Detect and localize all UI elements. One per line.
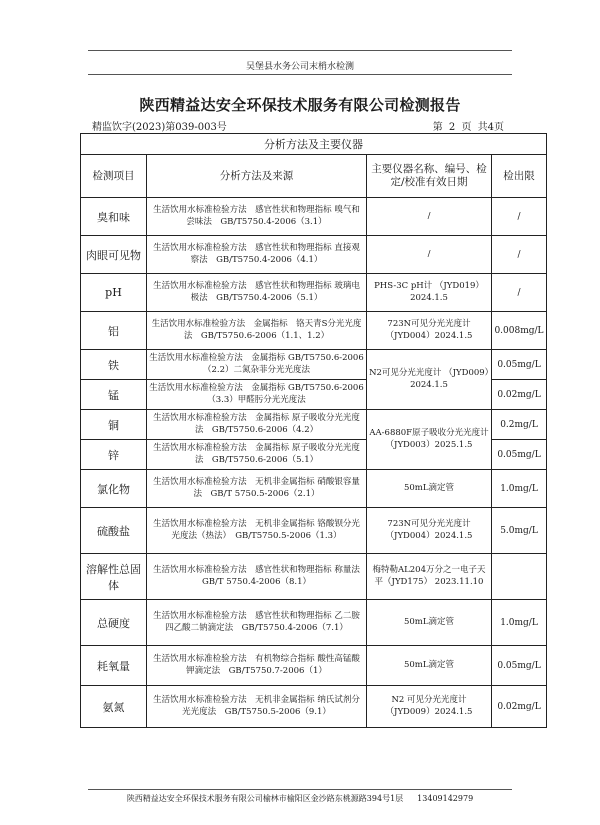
method-cell: 生活饮用水标准检验方法 有机物综合指标 酸性高锰酸钾滴定法 GB/T5750.7-2006（1） bbox=[147, 646, 367, 686]
instrument-cell: 50mL滴定管 bbox=[367, 646, 492, 686]
method-cell: 生活饮用水标准检验方法 感官性状和物理指标 称量法 GB/T 5750.4-2006（8.1） bbox=[147, 554, 367, 600]
method-cell: 生活饮用水标准检验方法 金属指标 GB/T5750.6-2006（2.2）二氮杂菲分光光度法 bbox=[147, 350, 367, 380]
method-cell: 生活饮用水标准检验方法 金属指标 原子吸收分光光度法 GB/T5750.6-2006（5.1） bbox=[147, 440, 367, 470]
method-cell: 生活饮用水标准检验方法 感官性状和物理指标 玻璃电极法 GB/T5750.4-2006（5.1） bbox=[147, 274, 367, 312]
instrument-cell: / bbox=[367, 198, 492, 236]
item-cell: 臭和味 bbox=[81, 198, 147, 236]
footer-address: 榆林市榆阳区金沙路东桃源路394号1层 bbox=[262, 794, 404, 803]
item-cell: pH bbox=[81, 274, 147, 312]
limit-cell: 1.0mg/L bbox=[492, 600, 547, 646]
table-row bbox=[81, 554, 547, 600]
limit-cell: 0.05mg/L bbox=[492, 646, 547, 686]
table-row bbox=[81, 350, 547, 380]
footer bbox=[0, 793, 600, 804]
running-head: 吴堡县水务公司末梢水检测 bbox=[245, 62, 354, 72]
limit-cell: 0.02mg/L bbox=[492, 380, 547, 410]
item-cell: 铝 bbox=[81, 312, 147, 350]
table-row bbox=[81, 686, 547, 728]
method-cell: 生活饮用水标准检验方法 金属指标 铬天青S分光光度法 GB/T5750.6-2006（1.1、1.2） bbox=[147, 312, 367, 350]
footer-rule bbox=[88, 789, 512, 790]
column-header-method: 分析方法及来源 bbox=[147, 155, 367, 198]
limit-cell: 0.05mg/L bbox=[492, 440, 547, 470]
column-header-instrument: 主要仪器名称、编号、检定/校准有效日期 bbox=[367, 155, 492, 198]
report-title: 陕西精益达安全环保技术服务有限公司检测报告 bbox=[139, 96, 461, 114]
instrument-cell: 723N可见分光光度计 （JYD004）2024.1.5 bbox=[367, 312, 492, 350]
instrument-cell: AA-6880F原子吸收分光光度计（JYD003）2025.1.5 bbox=[367, 410, 492, 470]
method-cell: 生活饮用水标准检验方法 金属指标 GB/T5750.6-2006（3.3）甲醛肟分光光度法 bbox=[147, 380, 367, 410]
table-row bbox=[81, 274, 547, 312]
instrument-cell: / bbox=[367, 236, 492, 274]
methods-table bbox=[80, 133, 547, 728]
instrument-cell: PHS-3C pH计 （JYD019）2024.1.5 bbox=[367, 274, 492, 312]
instrument-cell: N2 可见分光光度计 （JYD009）2024.1.5 bbox=[367, 686, 492, 728]
limit-cell bbox=[492, 554, 547, 600]
column-header-limit: 检出限 bbox=[492, 155, 547, 198]
method-cell: 生活饮用水标准检验方法 无机非金属指标 铬酸钡分光光度法（热法） GB/T5750.5-2006（1.3） bbox=[147, 508, 367, 554]
item-cell: 硫酸盐 bbox=[81, 508, 147, 554]
footer-company: 陕西精益达安全环保技术服务有限公司 bbox=[126, 794, 263, 803]
table-row bbox=[81, 410, 547, 440]
table-row bbox=[81, 312, 547, 350]
instrument-cell: 50mL滴定管 bbox=[367, 470, 492, 508]
header-bottom-rule bbox=[88, 74, 512, 75]
limit-cell: / bbox=[492, 198, 547, 236]
item-cell: 溶解性总固体 bbox=[81, 554, 147, 600]
table-caption: 分析方法及主要仪器 bbox=[81, 134, 547, 155]
table-row bbox=[81, 198, 547, 236]
item-cell: 锌 bbox=[81, 440, 147, 470]
table-row bbox=[81, 646, 547, 686]
limit-cell: 0.008mg/L bbox=[492, 312, 547, 350]
table-row bbox=[81, 508, 547, 554]
table-row bbox=[81, 470, 547, 508]
table-row bbox=[81, 236, 547, 274]
limit-cell: 5.0mg/L bbox=[492, 508, 547, 554]
item-cell: 总硬度 bbox=[81, 600, 147, 646]
footer-phone: 13409142979 bbox=[417, 794, 474, 803]
limit-cell: 0.05mg/L bbox=[492, 350, 547, 380]
header-top-rule bbox=[88, 50, 512, 51]
limit-cell: 1.0mg/L bbox=[492, 470, 547, 508]
instrument-cell: 723N可见分光光度计 （JYD004）2024.1.5 bbox=[367, 508, 492, 554]
item-cell: 氯化物 bbox=[81, 470, 147, 508]
limit-cell: 0.02mg/L bbox=[492, 686, 547, 728]
item-cell: 铁 bbox=[81, 350, 147, 380]
method-cell: 生活饮用水标准检验方法 金属指标 原子吸收分光光度法 GB/T5750.6-2006（4.2） bbox=[147, 410, 367, 440]
instrument-cell: N2可见分光光度计 （JYD009）2024.1.5 bbox=[367, 350, 492, 410]
item-cell: 氨氮 bbox=[81, 686, 147, 728]
method-cell: 生活饮用水标准检验方法 无机非金属指标 纳氏试剂分光光度法 GB/T5750.5-2006（9.1） bbox=[147, 686, 367, 728]
item-cell: 铜 bbox=[81, 410, 147, 440]
item-cell: 肉眼可见物 bbox=[81, 236, 147, 274]
item-cell: 锰 bbox=[81, 380, 147, 410]
method-cell: 生活饮用水标准检验方法 无机非金属指标 硝酸银容量法 GB/T 5750.5-2006（2.1） bbox=[147, 470, 367, 508]
table-row bbox=[81, 600, 547, 646]
column-header-item: 检测项目 bbox=[81, 155, 147, 198]
limit-cell: / bbox=[492, 236, 547, 274]
page-info: 第 2 页 共4页 bbox=[432, 122, 504, 133]
method-cell: 生活饮用水标准检验方法 感官性状和物理指标 嗅气和尝味法 GB/T5750.4-2006（3.1） bbox=[147, 198, 367, 236]
instrument-cell: 梅特勒AL204万分之一电子天平（JYD175） 2023.11.10 bbox=[367, 554, 492, 600]
instrument-cell: 50mL滴定管 bbox=[367, 600, 492, 646]
method-cell: 生活饮用水标准检验方法 感官性状和物理指标 直接观察法 GB/T5750.4-2006（4.1） bbox=[147, 236, 367, 274]
document-number: 精监饮字(2023)第039-003号 bbox=[92, 122, 227, 133]
limit-cell: 0.2mg/L bbox=[492, 410, 547, 440]
method-cell: 生活饮用水标准检验方法 感官性状和物理指标 乙二胺四乙酸二钠滴定法 GB/T5750.4-2006（7.1） bbox=[147, 600, 367, 646]
item-cell: 耗氧量 bbox=[81, 646, 147, 686]
limit-cell: / bbox=[492, 274, 547, 312]
